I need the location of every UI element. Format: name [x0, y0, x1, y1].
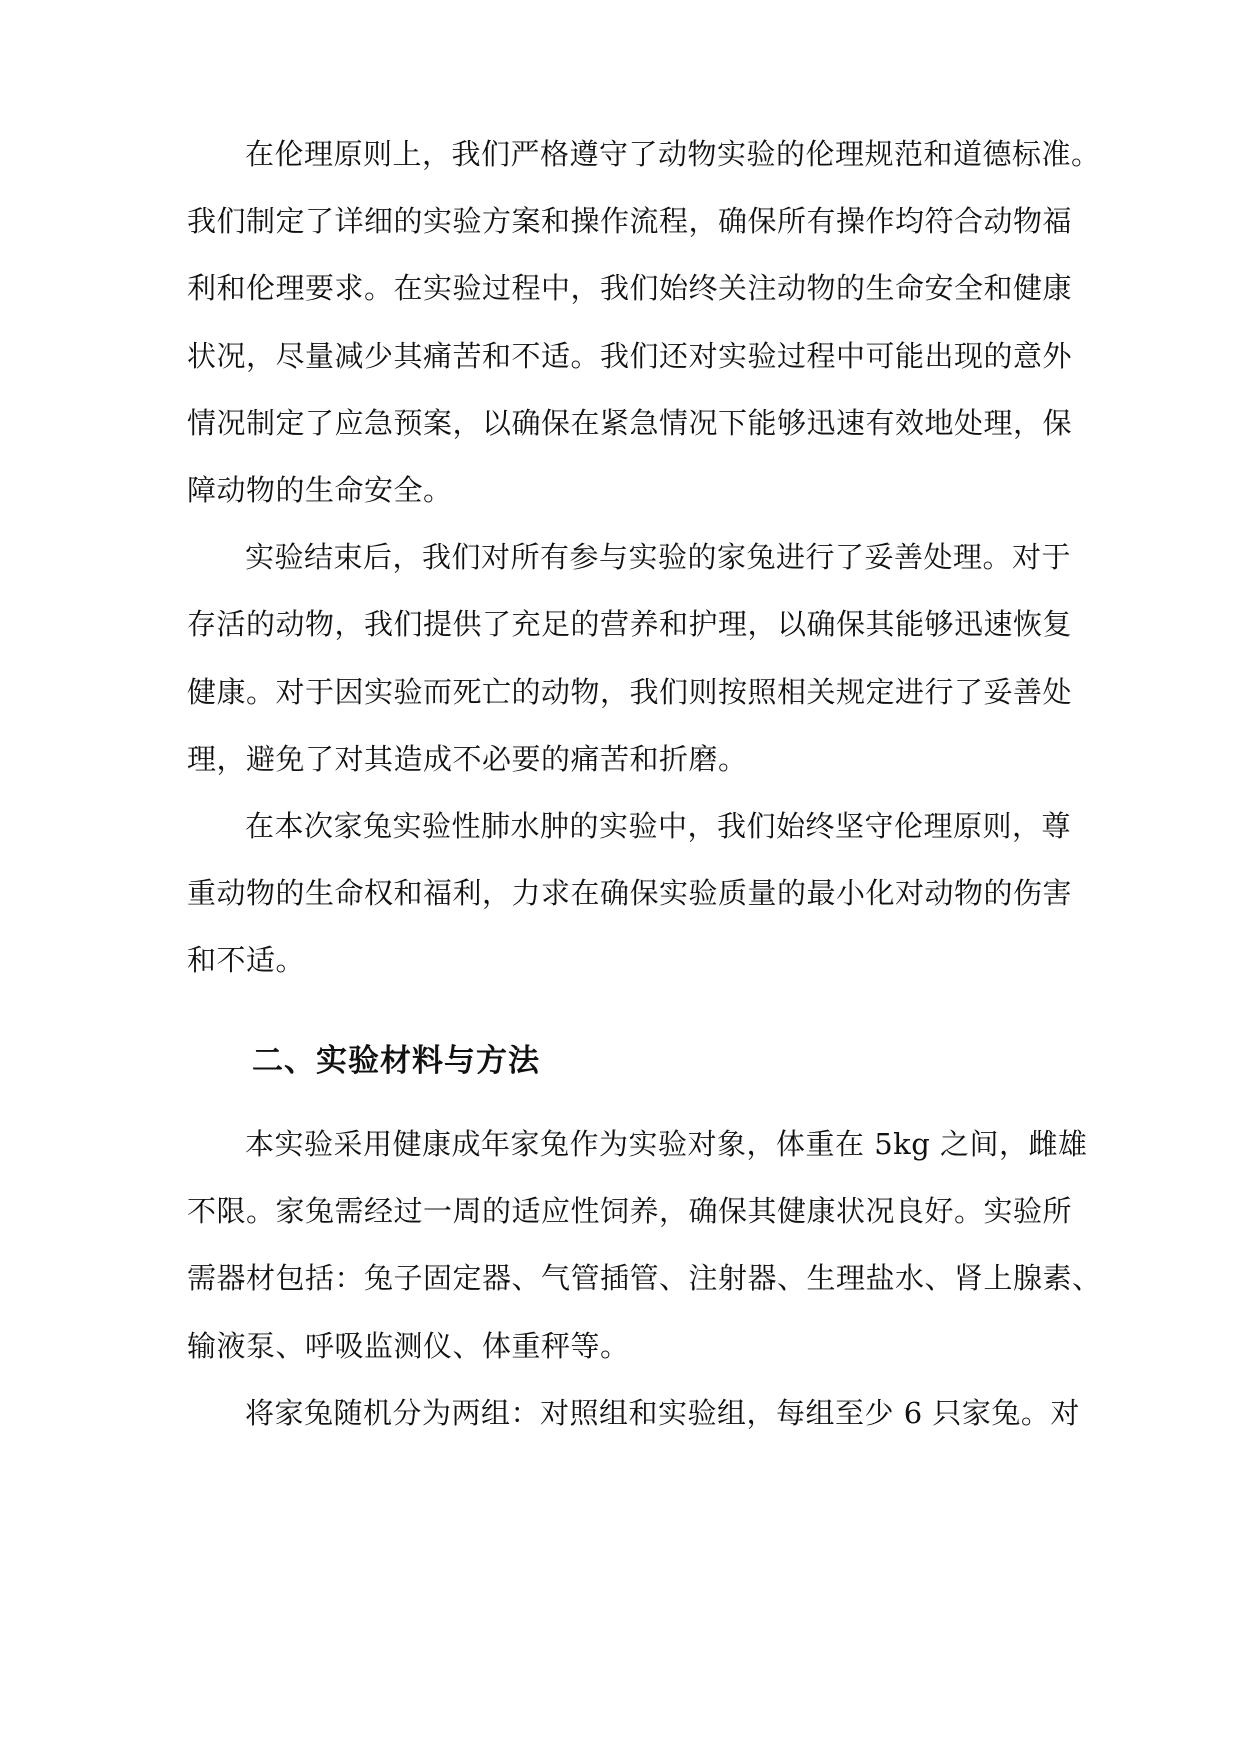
- paragraph-line: 状况，尽量减少其痛苦和不适。我们还对实验过程中可能出现的意外: [187, 339, 1073, 373]
- paragraph-line: 实验结束后，我们对所有参与实验的家兔进行了妥善处理。对于: [245, 540, 1072, 574]
- paragraph-line: 和不适。: [187, 943, 306, 977]
- paragraph-line: 在本次家兔实验性肺水肿的实验中，我们始终坚守伦理原则，尊: [245, 809, 1072, 843]
- section-heading: 二、实验材料与方法: [252, 1043, 540, 1079]
- paragraph-line: 我们制定了详细的实验方案和操作流程，确保所有操作均符合动物福: [187, 204, 1073, 238]
- paragraph-line: 健康。对于因实验而死亡的动物，我们则按照相关规定进行了妥善处: [187, 675, 1073, 709]
- paragraph-line: 不限。家兔需经过一周的适应性饲养，确保其健康状况良好。实验所: [187, 1194, 1073, 1228]
- paragraph-line: 输液泵、呼吸监测仪、体重秤等。: [187, 1329, 630, 1363]
- paragraph-line: 障动物的生命安全。: [187, 473, 453, 507]
- paragraph-line: 在伦理原则上，我们严格遵守了动物实验的伦理规范和道德标准。: [245, 137, 1101, 171]
- paragraph-line: 存活的动物，我们提供了充足的营养和护理，以确保其能够迅速恢复: [187, 607, 1073, 641]
- paragraph-line: 情况制定了应急预案，以确保在紧急情况下能够迅速有效地处理，保: [187, 406, 1073, 440]
- paragraph-line: 本实验采用健康成年家兔作为实验对象，体重在 5kg 之间，雌雄: [245, 1127, 1088, 1161]
- paragraph-line: 需器材包括：兔子固定器、气管插管、注射器、生理盐水、肾上腺素、: [187, 1261, 1102, 1295]
- paragraph-line: 重动物的生命权和福利，力求在确保实验质量的最小化对动物的伤害: [187, 876, 1073, 910]
- paragraph-line: 利和伦理要求。在实验过程中，我们始终关注动物的生命安全和健康: [187, 271, 1073, 305]
- paragraph-line: 将家兔随机分为两组：对照组和实验组，每组至少 6 只家兔。对: [245, 1396, 1080, 1430]
- paragraph-line: 理，避免了对其造成不必要的痛苦和折磨。: [187, 742, 748, 776]
